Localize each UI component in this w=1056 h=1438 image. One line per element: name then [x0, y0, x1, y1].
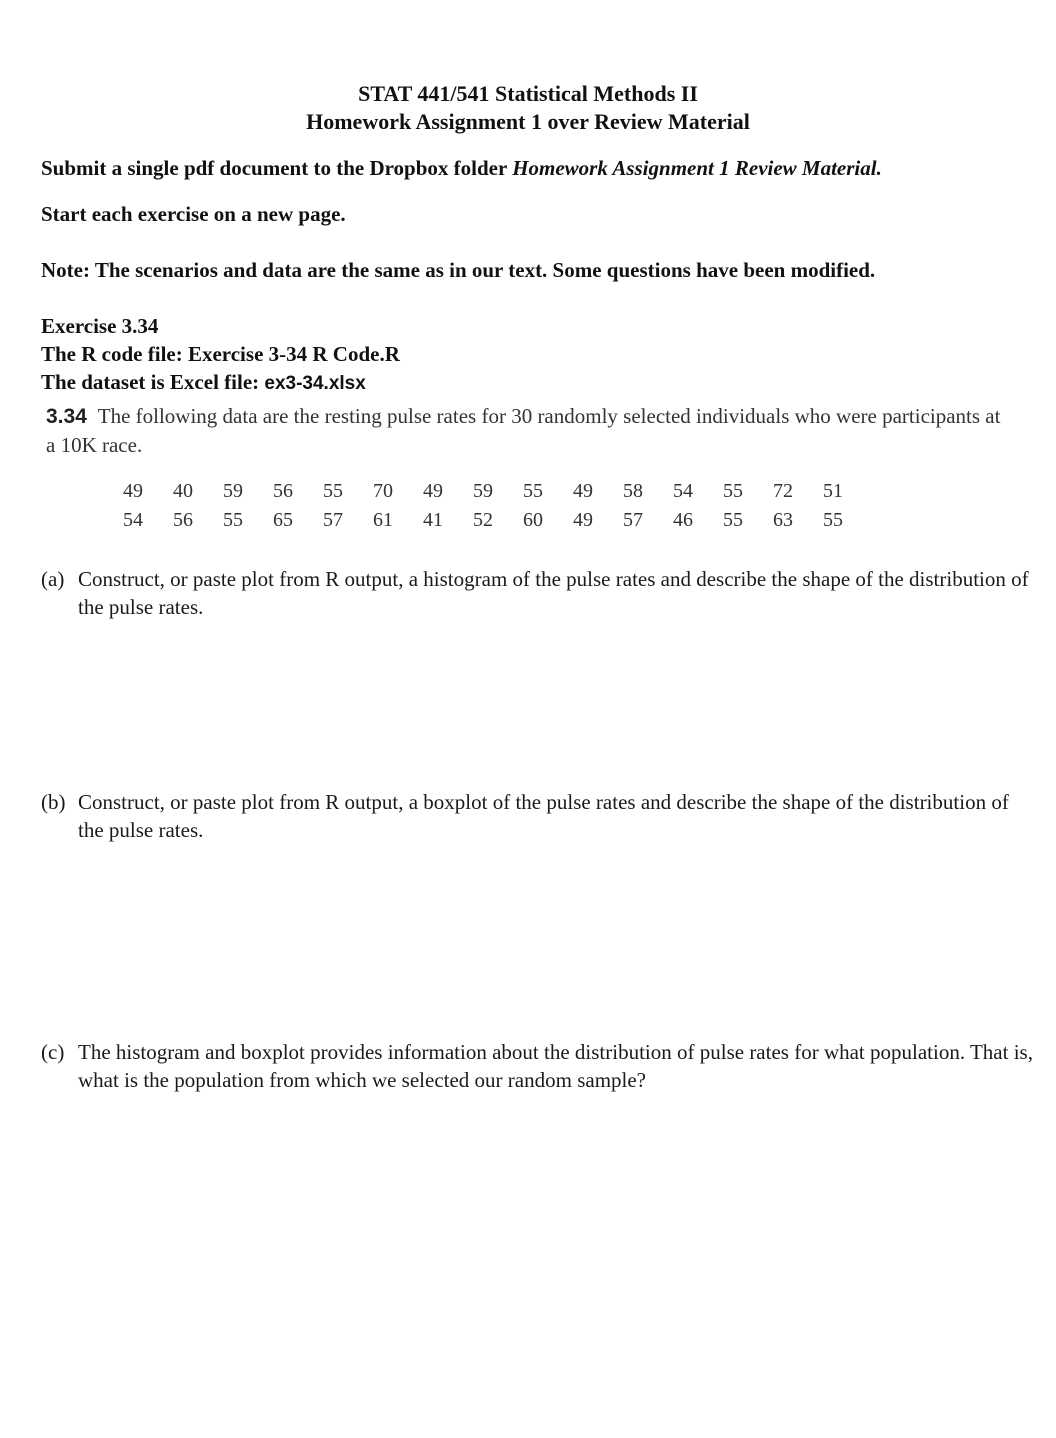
question-a — [41, 565, 1036, 621]
submit-instruction — [41, 155, 882, 181]
question-label: (c) — [41, 1040, 65, 1064]
data-cell: 51 — [823, 480, 843, 502]
course-title: STAT 441/541 Statistical Methods II — [358, 81, 698, 106]
data-cell: 55 — [723, 480, 743, 502]
data-cell: 55 — [723, 509, 743, 531]
dataset-file-line — [41, 369, 366, 397]
data-cell: 59 — [473, 480, 493, 502]
question-b — [41, 788, 1036, 844]
note-text: Note: The scenarios and data are the same as in our text. Some questions have been modified. — [41, 258, 876, 282]
data-cell: 49 — [423, 480, 443, 502]
question-c — [41, 1038, 1036, 1094]
data-cell: 55 — [323, 480, 343, 502]
data-cell: 55 — [523, 480, 543, 502]
data-cell: 63 — [773, 509, 793, 531]
data-cell: 59 — [223, 480, 243, 502]
dataset-label: The dataset is Excel file: — [41, 370, 265, 394]
data-cell: 56 — [173, 509, 193, 531]
data-cell: 46 — [673, 509, 693, 531]
data-cell: 70 — [373, 480, 393, 502]
data-cell: 57 — [623, 509, 643, 531]
data-row — [108, 506, 858, 535]
data-cell: 41 — [423, 509, 443, 531]
dataset-filename: ex3-34.xlsx — [264, 373, 366, 394]
data-cell: 54 — [123, 509, 143, 531]
data-cell: 60 — [523, 509, 543, 531]
question-text: The histogram and boxplot provides information about the distribution of pulse rates for what population. That is, what is the population from which we selected our random sample? — [78, 1040, 1033, 1092]
data-cell: 49 — [573, 509, 593, 531]
problem-statement — [46, 402, 1006, 460]
question-label: (a) — [41, 567, 65, 591]
new-page-instruction: Start each exercise on a new page. — [41, 202, 346, 226]
data-cell: 40 — [173, 480, 193, 502]
exercise-heading: Exercise 3.34 — [41, 314, 159, 338]
document-title — [0, 80, 1056, 136]
dropbox-folder-name: Homework Assignment 1 Review Material. — [512, 156, 882, 180]
problem-text: The following data are the resting pulse rates for 30 randomly selected individuals who were participants at a 10K race. — [46, 404, 1001, 457]
data-cell: 49 — [573, 480, 593, 502]
data-cell: 61 — [373, 509, 393, 531]
data-cell: 55 — [223, 509, 243, 531]
problem-number: 3.34 — [46, 405, 87, 428]
r-code-file-line: The R code file: Exercise 3-34 R Code.R — [41, 342, 400, 366]
data-cell: 72 — [773, 480, 793, 502]
data-cell: 49 — [123, 480, 143, 502]
question-text: Construct, or paste plot from R output, a boxplot of the pulse rates and describe the shape of the distribution of the pulse rates. — [78, 790, 1009, 842]
data-cell: 52 — [473, 509, 493, 531]
question-text: Construct, or paste plot from R output, a histogram of the pulse rates and describe the shape of the distribution of the pulse rates. — [78, 567, 1029, 619]
data-cell: 55 — [823, 509, 843, 531]
question-label: (b) — [41, 790, 66, 814]
pulse-rate-data-table — [108, 477, 858, 535]
submit-instruction-text: Submit a single pdf document to the Dropbox folder — [41, 156, 513, 180]
data-row — [108, 477, 858, 506]
data-cell: 58 — [623, 480, 643, 502]
data-cell: 56 — [273, 480, 293, 502]
data-cell: 54 — [673, 480, 693, 502]
data-cell: 57 — [323, 509, 343, 531]
data-cell: 65 — [273, 509, 293, 531]
assignment-title: Homework Assignment 1 over Review Material — [306, 109, 750, 134]
